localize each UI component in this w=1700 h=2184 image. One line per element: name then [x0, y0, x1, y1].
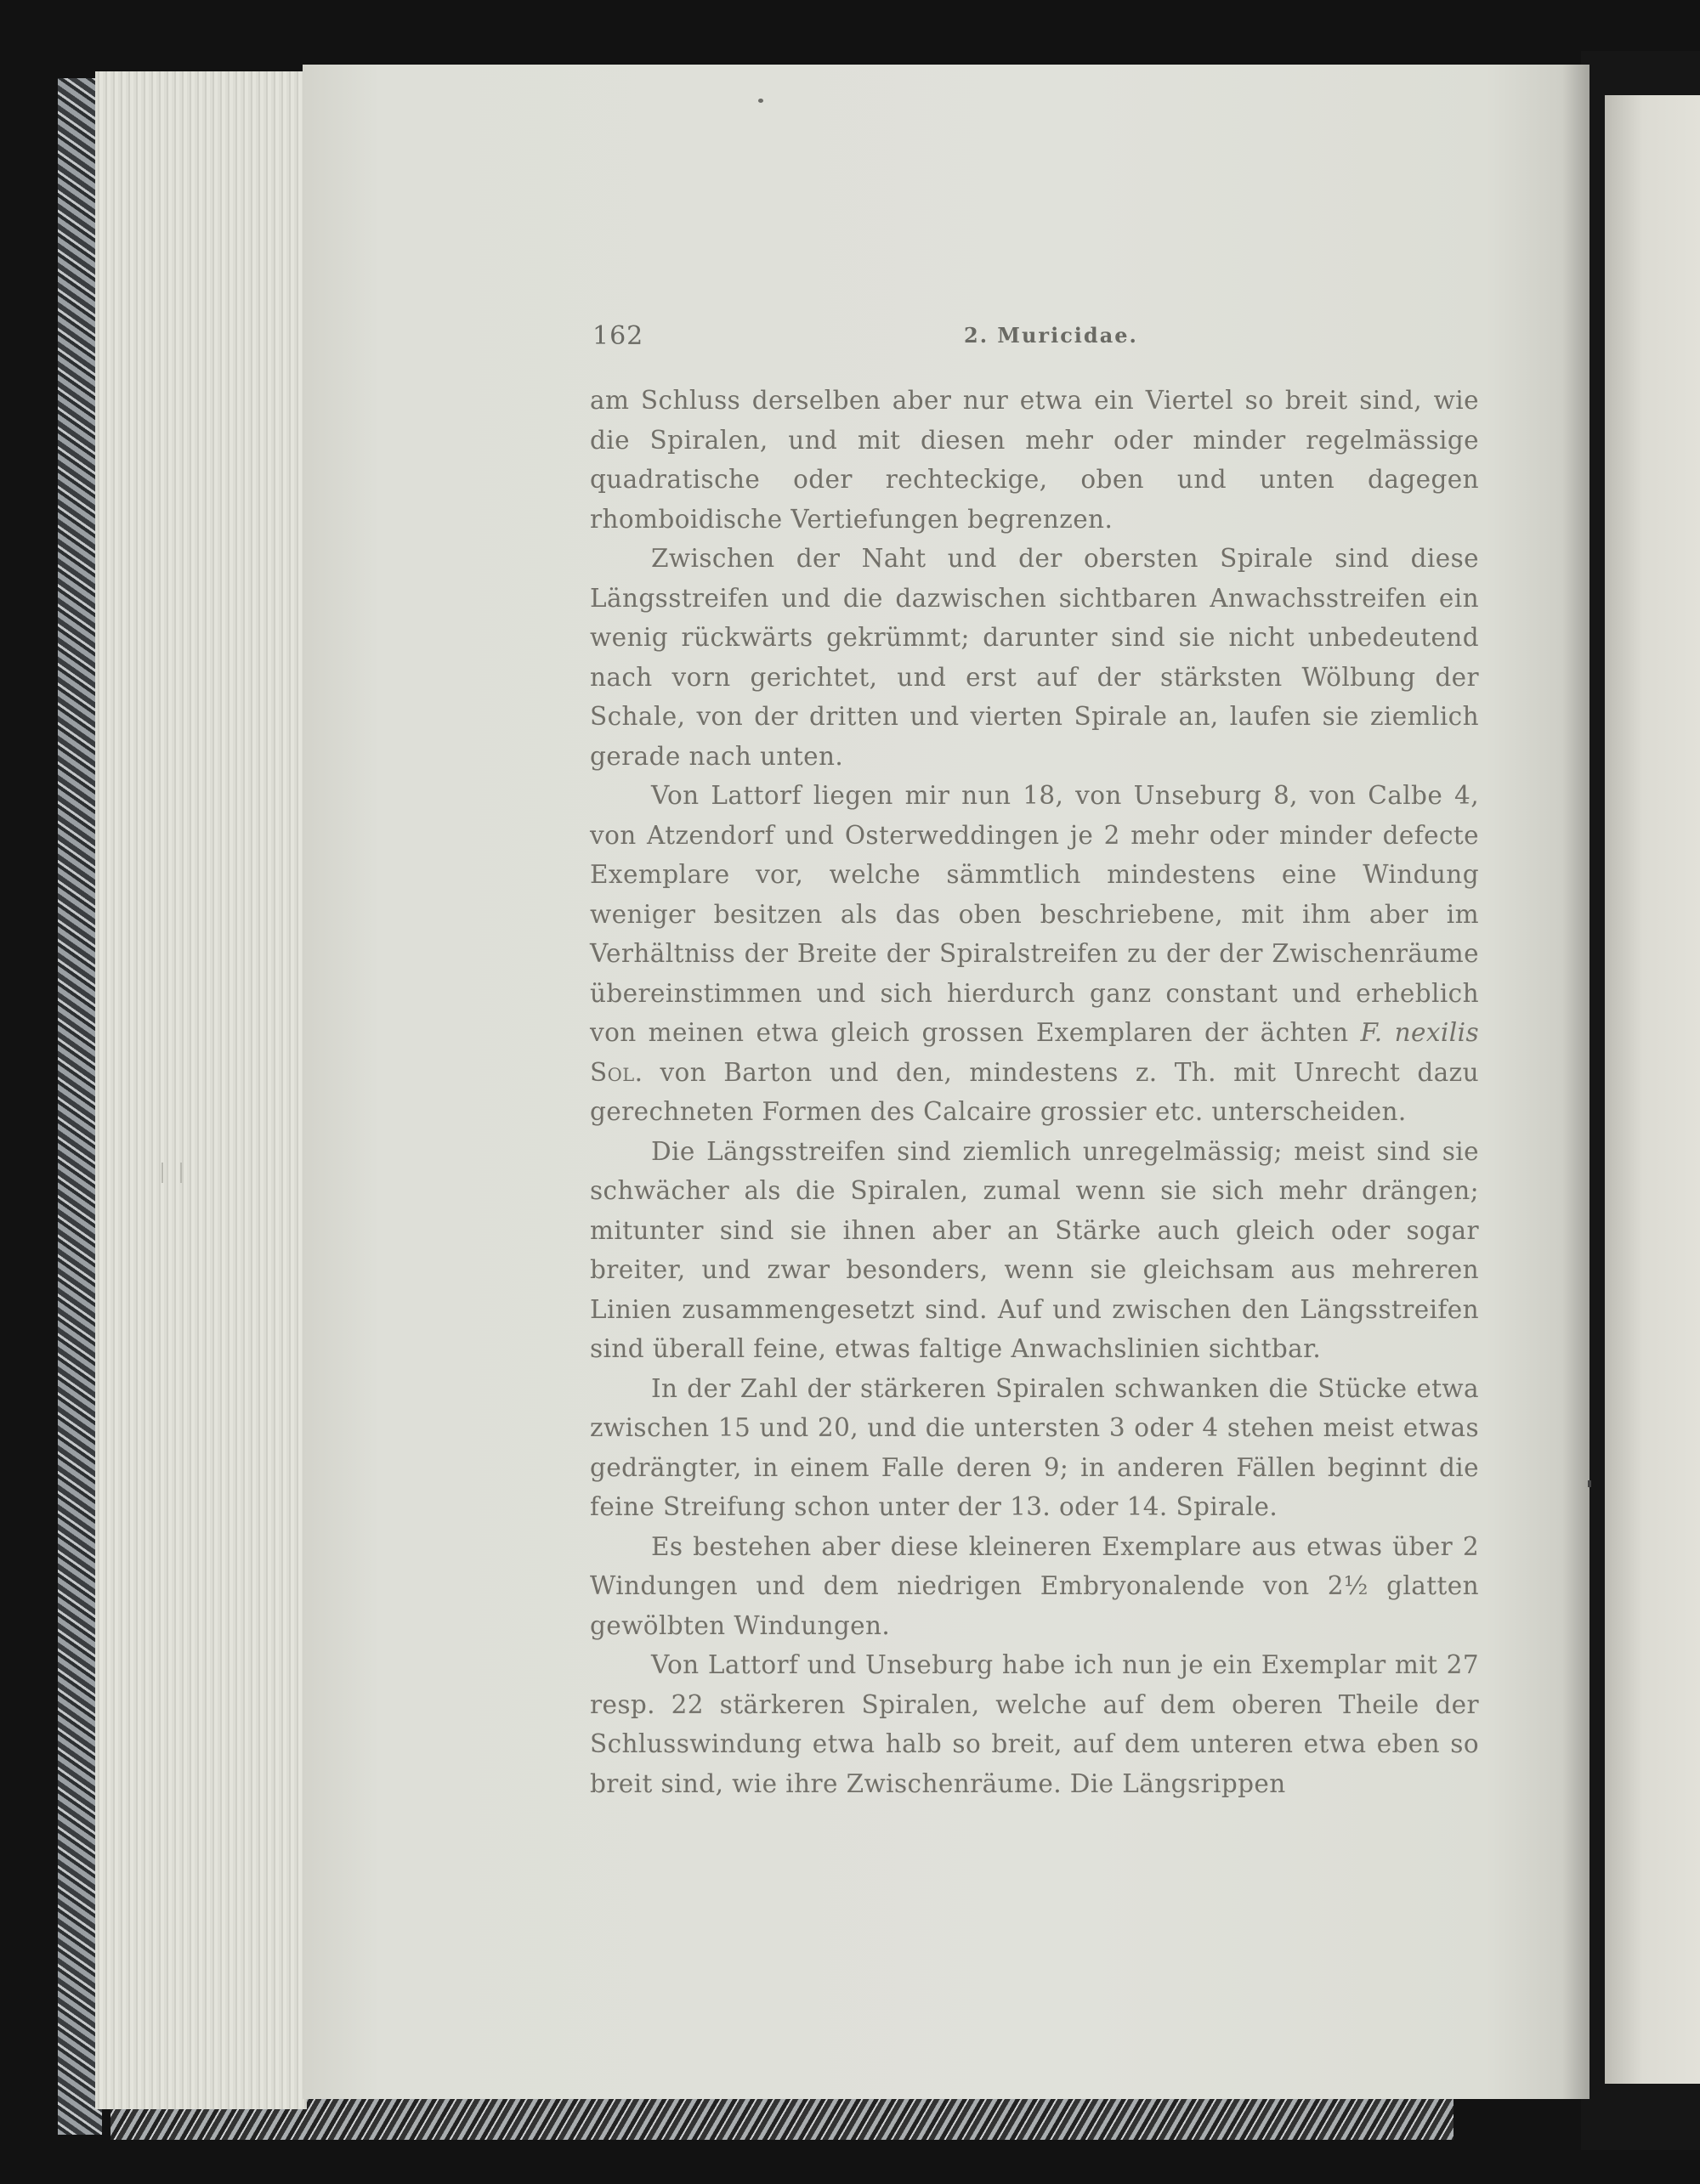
binding-marks — [162, 1163, 182, 1183]
paragraph: Es bestehen aber diese kleineren Exemplare aus etwas über 2 Windungen und dem niedrigen Embryonalende von 2½ glatten gewölbten Windungen. — [590, 1531, 1479, 1640]
paragraph: In der Zahl der stärkeren Spiralen schwanken die Stücke etwa zwischen 15 und 20, und die untersten 3 oder 4 stehen meist etwas gedrängter, in einem Falle deren 9; in anderen Fällen beginnt die feine Streifung schon unter der 13. oder 14. Spirale. — [590, 1373, 1479, 1521]
paragraph: Die Längsstreifen sind ziemlich unregelmässig; meist sind sie schwächer als die Spiralen, zumal wenn sie sich mehr drängen; mitunter sind sie ihnen aber an Stärke auch gleich oder sogar breiter, und zwar besonders, wenn sie gleichsam aus mehreren Linien zusammengesetzt sind. Auf und zwischen den Längsstreifen sind überall feine, etwas faltige Anwachslinien sichtbar. — [590, 1136, 1479, 1363]
paragraph: am Schluss derselben aber nur etwa ein Viertel so breit sind, wie die Spiralen, und mit diesen mehr oder minder regelmässige quadratische oder rechteckige, oben und unten dagegen rhomboidische Vertiefungen begrenzen. — [590, 386, 1479, 534]
gutter-shadow — [1562, 65, 1590, 2099]
author-abbreviation: Sol. — [590, 1057, 643, 1087]
species-name: F. nexilis — [1360, 1018, 1479, 1047]
paragraph: Von Lattorf und Unseburg habe ich nun je ein Exemplar mit 27 resp. 22 stärkeren Spiralen, welche auf dem oberen Theile der Schlusswindung etwa halb so breit, auf dem unteren etwa eben so breit sind, wie ihre Zwischenräume. Die Längsrippen — [590, 1650, 1479, 1798]
body-text — [590, 381, 1479, 1803]
paragraph-text: Von Lattorf liegen mir nun 18, von Unseburg 8, von Calbe 4, von Atzendorf und Osterweddingen je 2 mehr oder minder defecte Exemplare vor, welche sämmtlich mindestens eine Windung weniger besitzen als das oben beschriebene, mit ihm aber im Verhältniss der Breite der Spiralstreifen zu der der Zwischenräume übereinstimmen und sich hierdurch ganz constant und erheblich von meinen etwa gleich grossen Exemplaren der ächten — [590, 781, 1479, 1047]
paragraph-text: von Barton und den, mindestens z. Th. mit Unrecht dazu gerechneten Formen des Calcaire grossier etc. unterscheiden. — [590, 1057, 1479, 1126]
paragraph — [590, 776, 1479, 1132]
paragraph: Zwischen der Naht und der obersten Spirale sind diese Längsstreifen und die dazwischen sichtbaren Anwachsstreifen ein wenig rückwärts gekrümmt; darunter sind sie nicht unbedeutend nach vorn gerichtet, und erst auf der stärksten Wölbung der Schale, von der dritten und vierten Spirale an, laufen sie ziemlich gerade nach unten. — [590, 544, 1479, 771]
page-speck — [1588, 1480, 1591, 1487]
page-speck — [758, 99, 763, 103]
marbled-cover-bottom — [110, 2097, 1454, 2140]
page-number: 162 — [592, 321, 644, 351]
page-block-edges — [95, 71, 307, 2109]
facing-page-edge — [1605, 95, 1700, 2084]
running-head: 2. Muricidae. — [964, 323, 1138, 348]
